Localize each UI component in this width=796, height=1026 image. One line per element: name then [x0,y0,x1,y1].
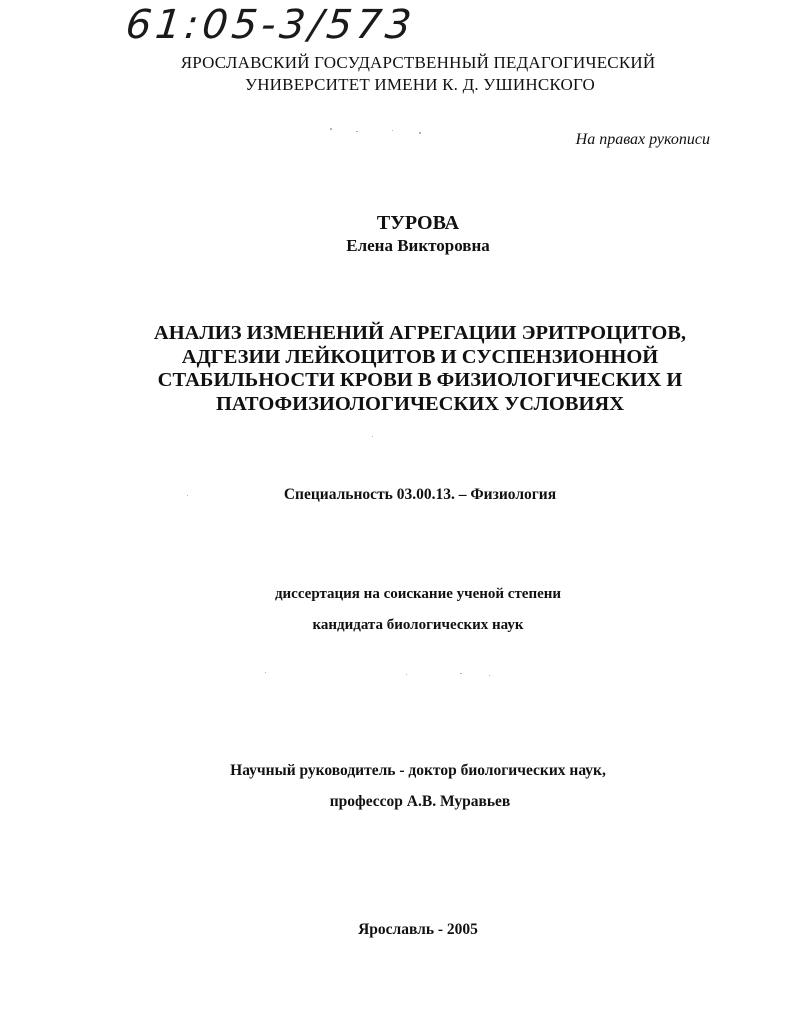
scan-speck [330,128,332,130]
scan-speck [460,673,462,674]
dissertation-degree-line-2: кандидата биологических наук [312,617,524,633]
author-surname: ТУРОВА [376,212,460,234]
university-name-line-2: УНИВЕРСИТЕТ ИМЕНИ К. Д. УШИНСКОГО [244,75,596,94]
scan-speck [356,131,358,132]
scientific-advisor-line-2: профессор А.В. Муравьев [329,793,511,810]
title-line-2: АДГЕЗИИ ЛЕЙКОЦИТОВ И СУСПЕНЗИОННОЙ [181,345,659,368]
scan-speck [419,132,421,134]
scan-speck [187,495,188,496]
manuscript-rights-note: На правах рукописи [575,131,710,148]
title-line-4: ПАТОФИЗИОЛОГИЧЕСКИХ УСЛОВИЯХ [215,392,625,415]
university-name-line-1: ЯРОСЛАВСКИЙ ГОСУДАРСТВЕННЫЙ ПЕДАГОГИЧЕСКИЙ [180,53,656,72]
scan-speck [372,436,373,437]
scan-speck [392,130,393,131]
place-and-year: Ярославль - 2005 [358,921,478,938]
scientific-advisor-line-1: Научный руководитель - доктор биологических наук, [230,762,606,779]
specialty-line: Специальность 03.00.13. – Физиология [283,486,557,503]
scan-speck [406,674,407,675]
scan-speck [489,675,490,676]
title-line-3: СТАБИЛЬНОСТИ КРОВИ В ФИЗИОЛОГИЧЕСКИХ И [157,369,683,391]
author-given-names: Елена Викторовна [346,236,490,255]
title-line-1: АНАЛИЗ ИЗМЕНЕНИЙ АГРЕГАЦИИ ЭРИТРОЦИТОВ, [153,322,687,344]
archive-code-handwritten: 61:05-3/573 [123,2,418,48]
dissertation-degree-line-1: диссертация на соискание ученой степени [274,586,562,602]
dissertation-title [120,322,720,416]
scan-speck [265,672,266,673]
